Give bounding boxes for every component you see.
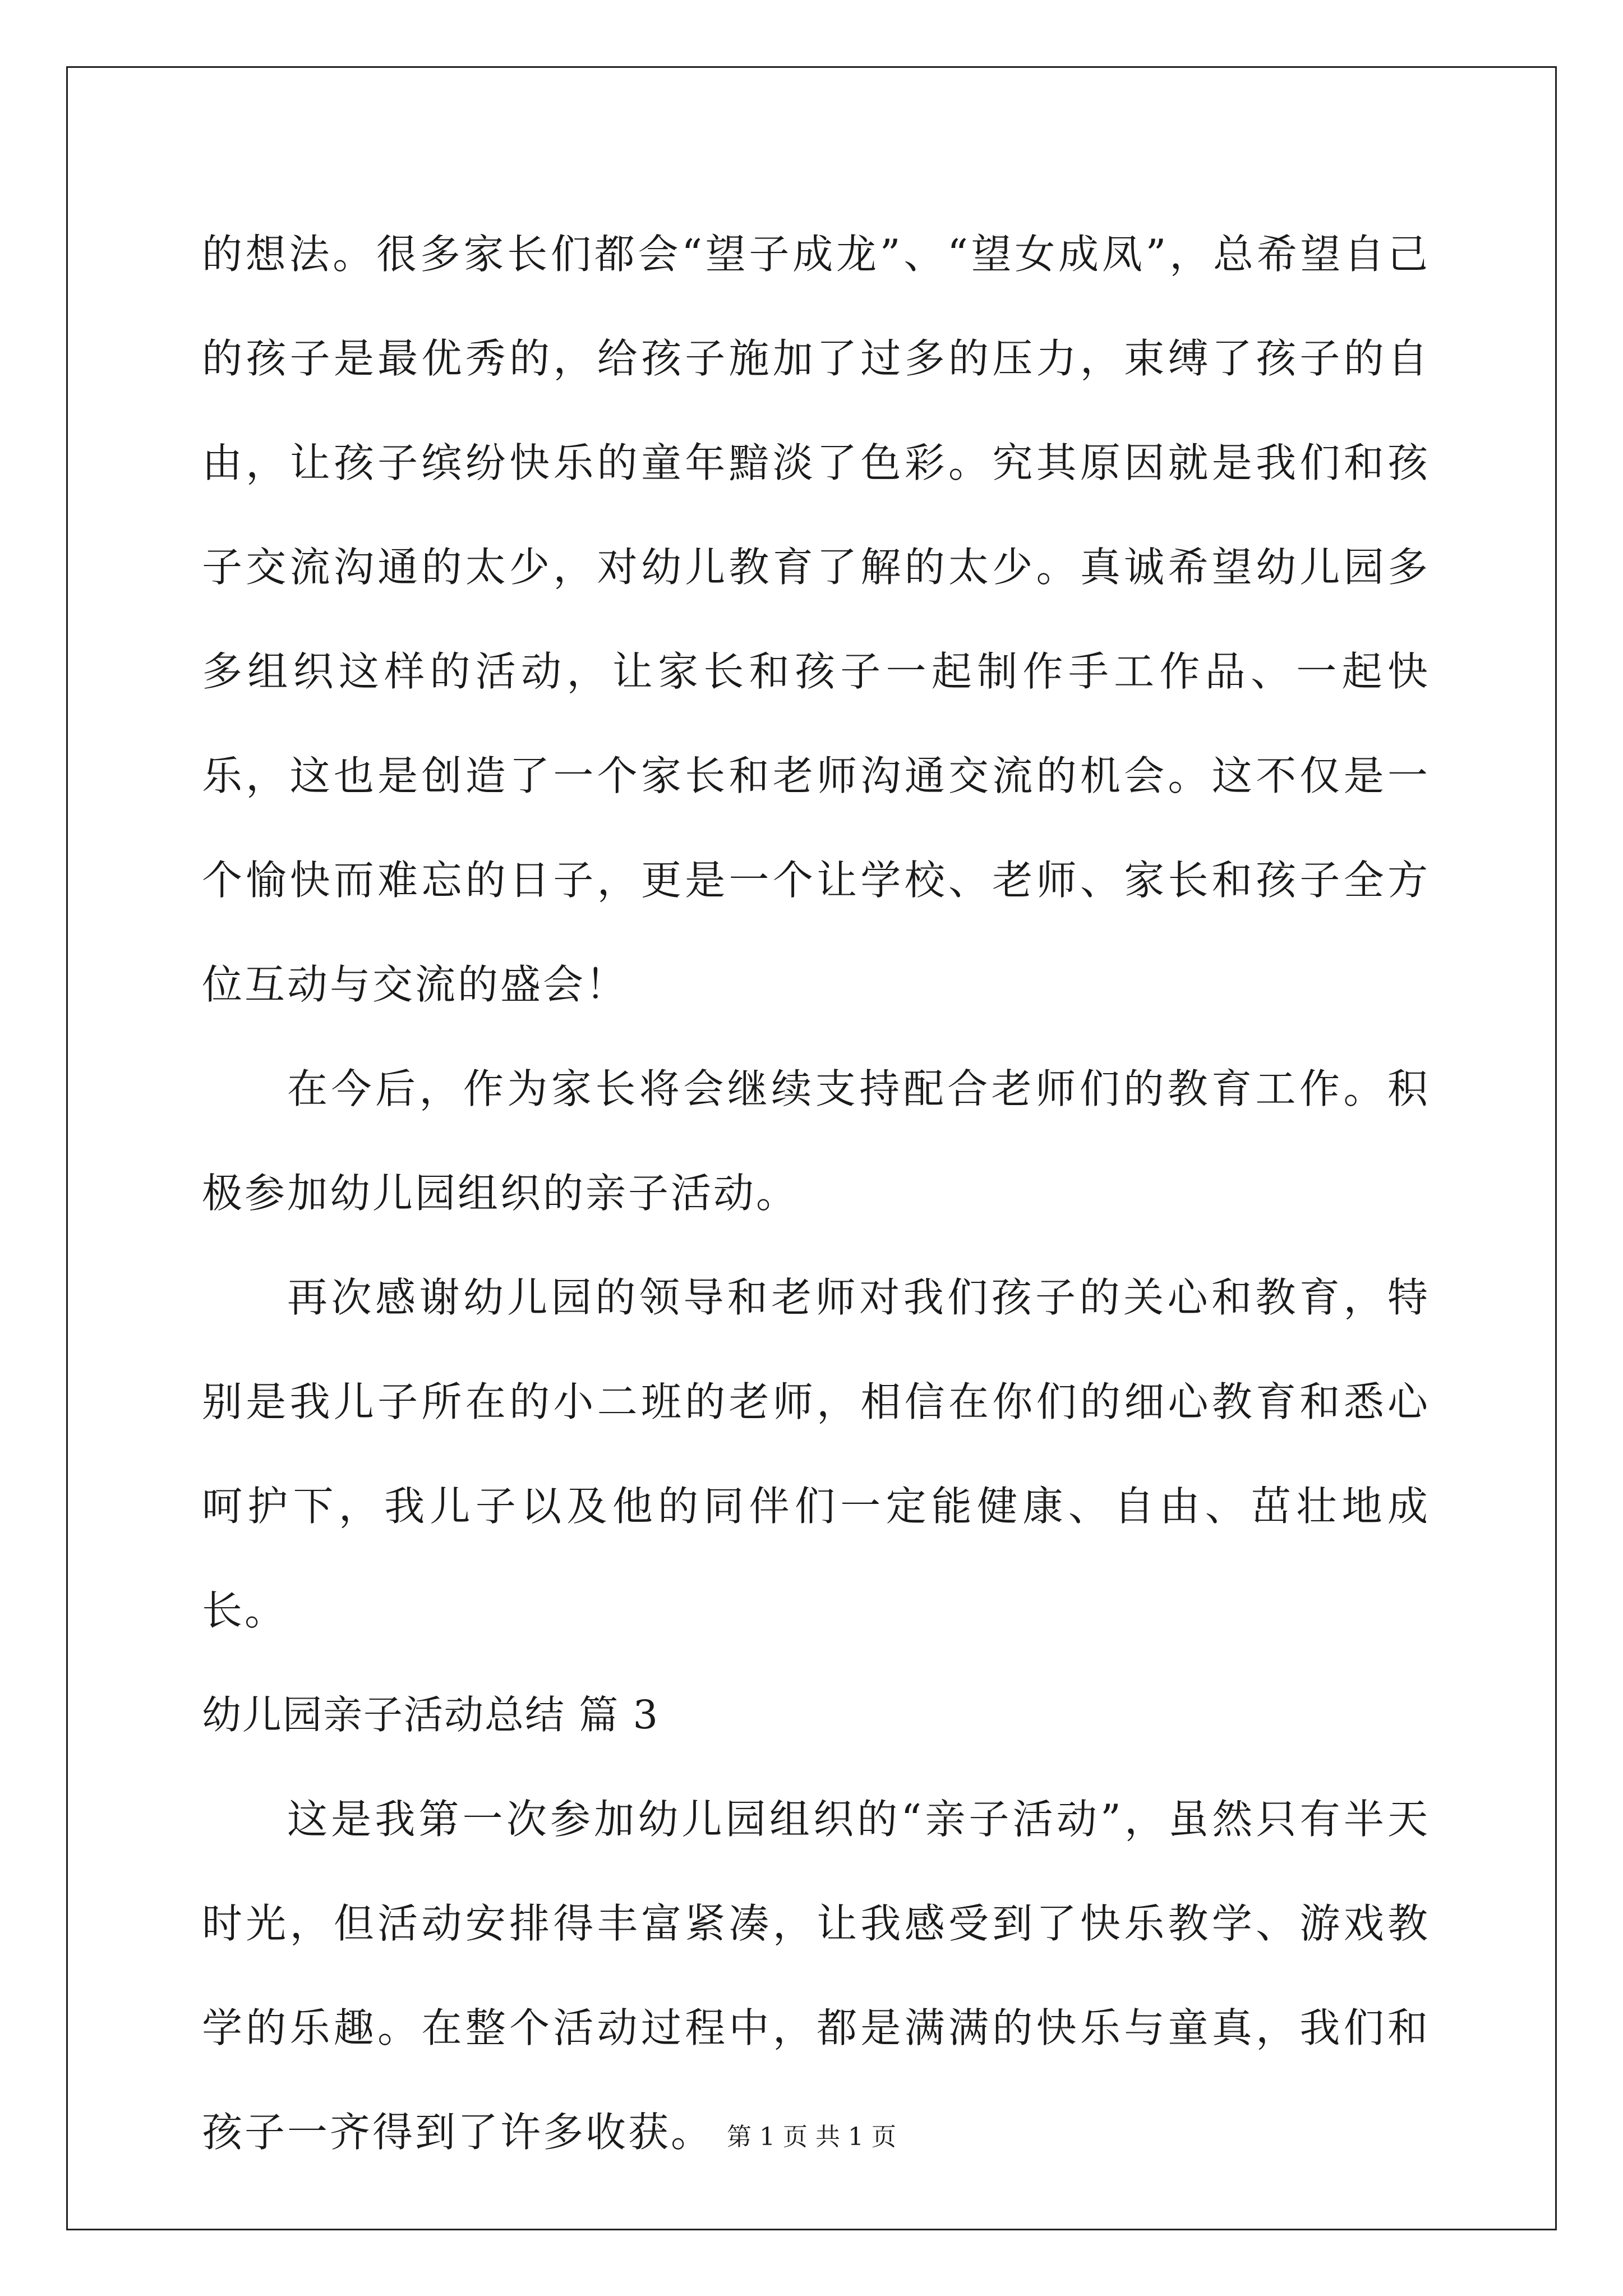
paragraph-thanks: 再次感谢幼儿园的领导和老师对我们孩子的关心和教育，特别是我儿子所在的小二班的老师，相信在你们的细心教育和悉心呵护下，我儿子以及他的同伴们一定能健康、自由、茁壮地成长。 [202,1274,1430,1634]
document-body [202,202,1430,2184]
page-number-footer: 第 1 页 共 1 页 [727,2123,896,2151]
paragraph-future: 在今后，作为家长将会继续支持配合老师们的教育工作。积极参加幼儿园组织的亲子活动。 [202,1065,1430,1217]
paragraph-section-3: 这是我第一次参加幼儿园组织的“亲子活动”，虽然只有半天时光，但活动安排得丰富紧凑，让我感受到了快乐教学、游戏教学的乐趣。在整个活动过程中，都是满满的快乐与童真，我们和孩子一齐得到了许多收获。 [202,1796,1430,2156]
paragraph-continuation: 的想法。很多家长们都会“望子成龙”、“望女成凤”，总希望自己的孩子是最优秀的，给孩子施加了过多的压力，束缚了孩子的自由，让孩子缤纷快乐的童年黯淡了色彩。究其原因就是我们和孩子交流沟通的太少，对幼儿教育了解的太少。真诚希望幼儿园多多组织这样的活动，让家长和孩子一起制作手工作品、一起快乐，这也是创造了一个家长和老师沟通交流的机会。这不仅是一个愉快而难忘的日子，更是一个让学校、老师、家长和孩子全方位互动与交流的盛会！ [202,231,1430,1008]
section-heading: 幼儿园亲子活动总结 篇 3 [202,1692,660,1738]
